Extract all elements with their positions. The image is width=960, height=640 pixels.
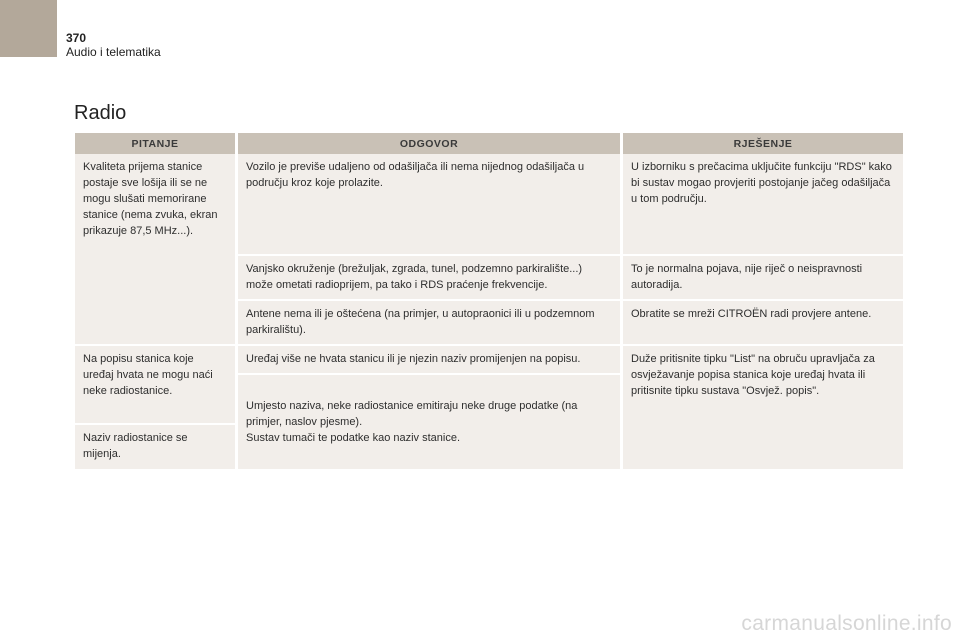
- header-row: [75, 133, 903, 154]
- question-cell: Naziv radiostanice se mijenja.: [75, 423, 235, 469]
- header-solution: RJEŠENJE: [620, 133, 903, 154]
- table-row: [75, 154, 903, 254]
- table-row: [75, 344, 903, 373]
- corner-color-block: [0, 0, 57, 57]
- page-title: Radio: [74, 102, 127, 124]
- section-label: Audio i telematika: [66, 45, 161, 59]
- answer-cell: Uređaj više ne hvata stanicu ili je njezin naziv promijenjen na popisu.: [235, 344, 620, 373]
- solution-cell: Duže pritisnite tipku "List" na obruču upravljača za osvježavanje popisa stanica koje uređaj hvata ili pritisnite tipku sustava "Osvjež. popis".: [620, 344, 903, 469]
- answer-cell: Umjesto naziva, neke radiostanice emitiraju neke druge podatke (na primjer, naslov pjesme). Sustav tumači te podatke kao naziv stanice.: [235, 373, 620, 469]
- answer-cell: Vozilo je previše udaljeno od odašiljača ili nema nijednog odašiljača u području kroz koje prolazite.: [235, 154, 620, 254]
- question-cell: Na popisu stanica koje uređaj hvata ne mogu naći neke radiostanice.: [75, 344, 235, 423]
- watermark: carmanualsonline.info: [741, 612, 952, 635]
- solution-cell: Obratite se mreži CITROËN radi provjere antene.: [620, 299, 903, 344]
- header-question: PITANJE: [75, 133, 235, 154]
- header-answer: ODGOVOR: [235, 133, 620, 154]
- faq-table: [75, 133, 903, 469]
- solution-cell: U izborniku s prečacima uključite funkciju "RDS" kako bi sustav mogao provjeriti postojanje jačeg odašiljača u tom području.: [620, 154, 903, 254]
- question-cell: Kvaliteta prijema stanice postaje sve lošija ili se ne mogu slušati memorirane stanice (nema zvuka, ekran prikazuje 87,5 MHz...).: [75, 154, 235, 344]
- answer-cell: Antene nema ili je oštećena (na primjer, u autopraonici ili u podzemnom parkiralištu).: [235, 299, 620, 344]
- page-number: 370: [66, 31, 87, 45]
- answer-cell: Vanjsko okruženje (brežuljak, zgrada, tunel, podzemno parkiralište...) može ometati radioprijem, pa tako i RDS praćenje frekvencije.: [235, 254, 620, 299]
- solution-cell: To je normalna pojava, nije riječ o neispravnosti autoradija.: [620, 254, 903, 299]
